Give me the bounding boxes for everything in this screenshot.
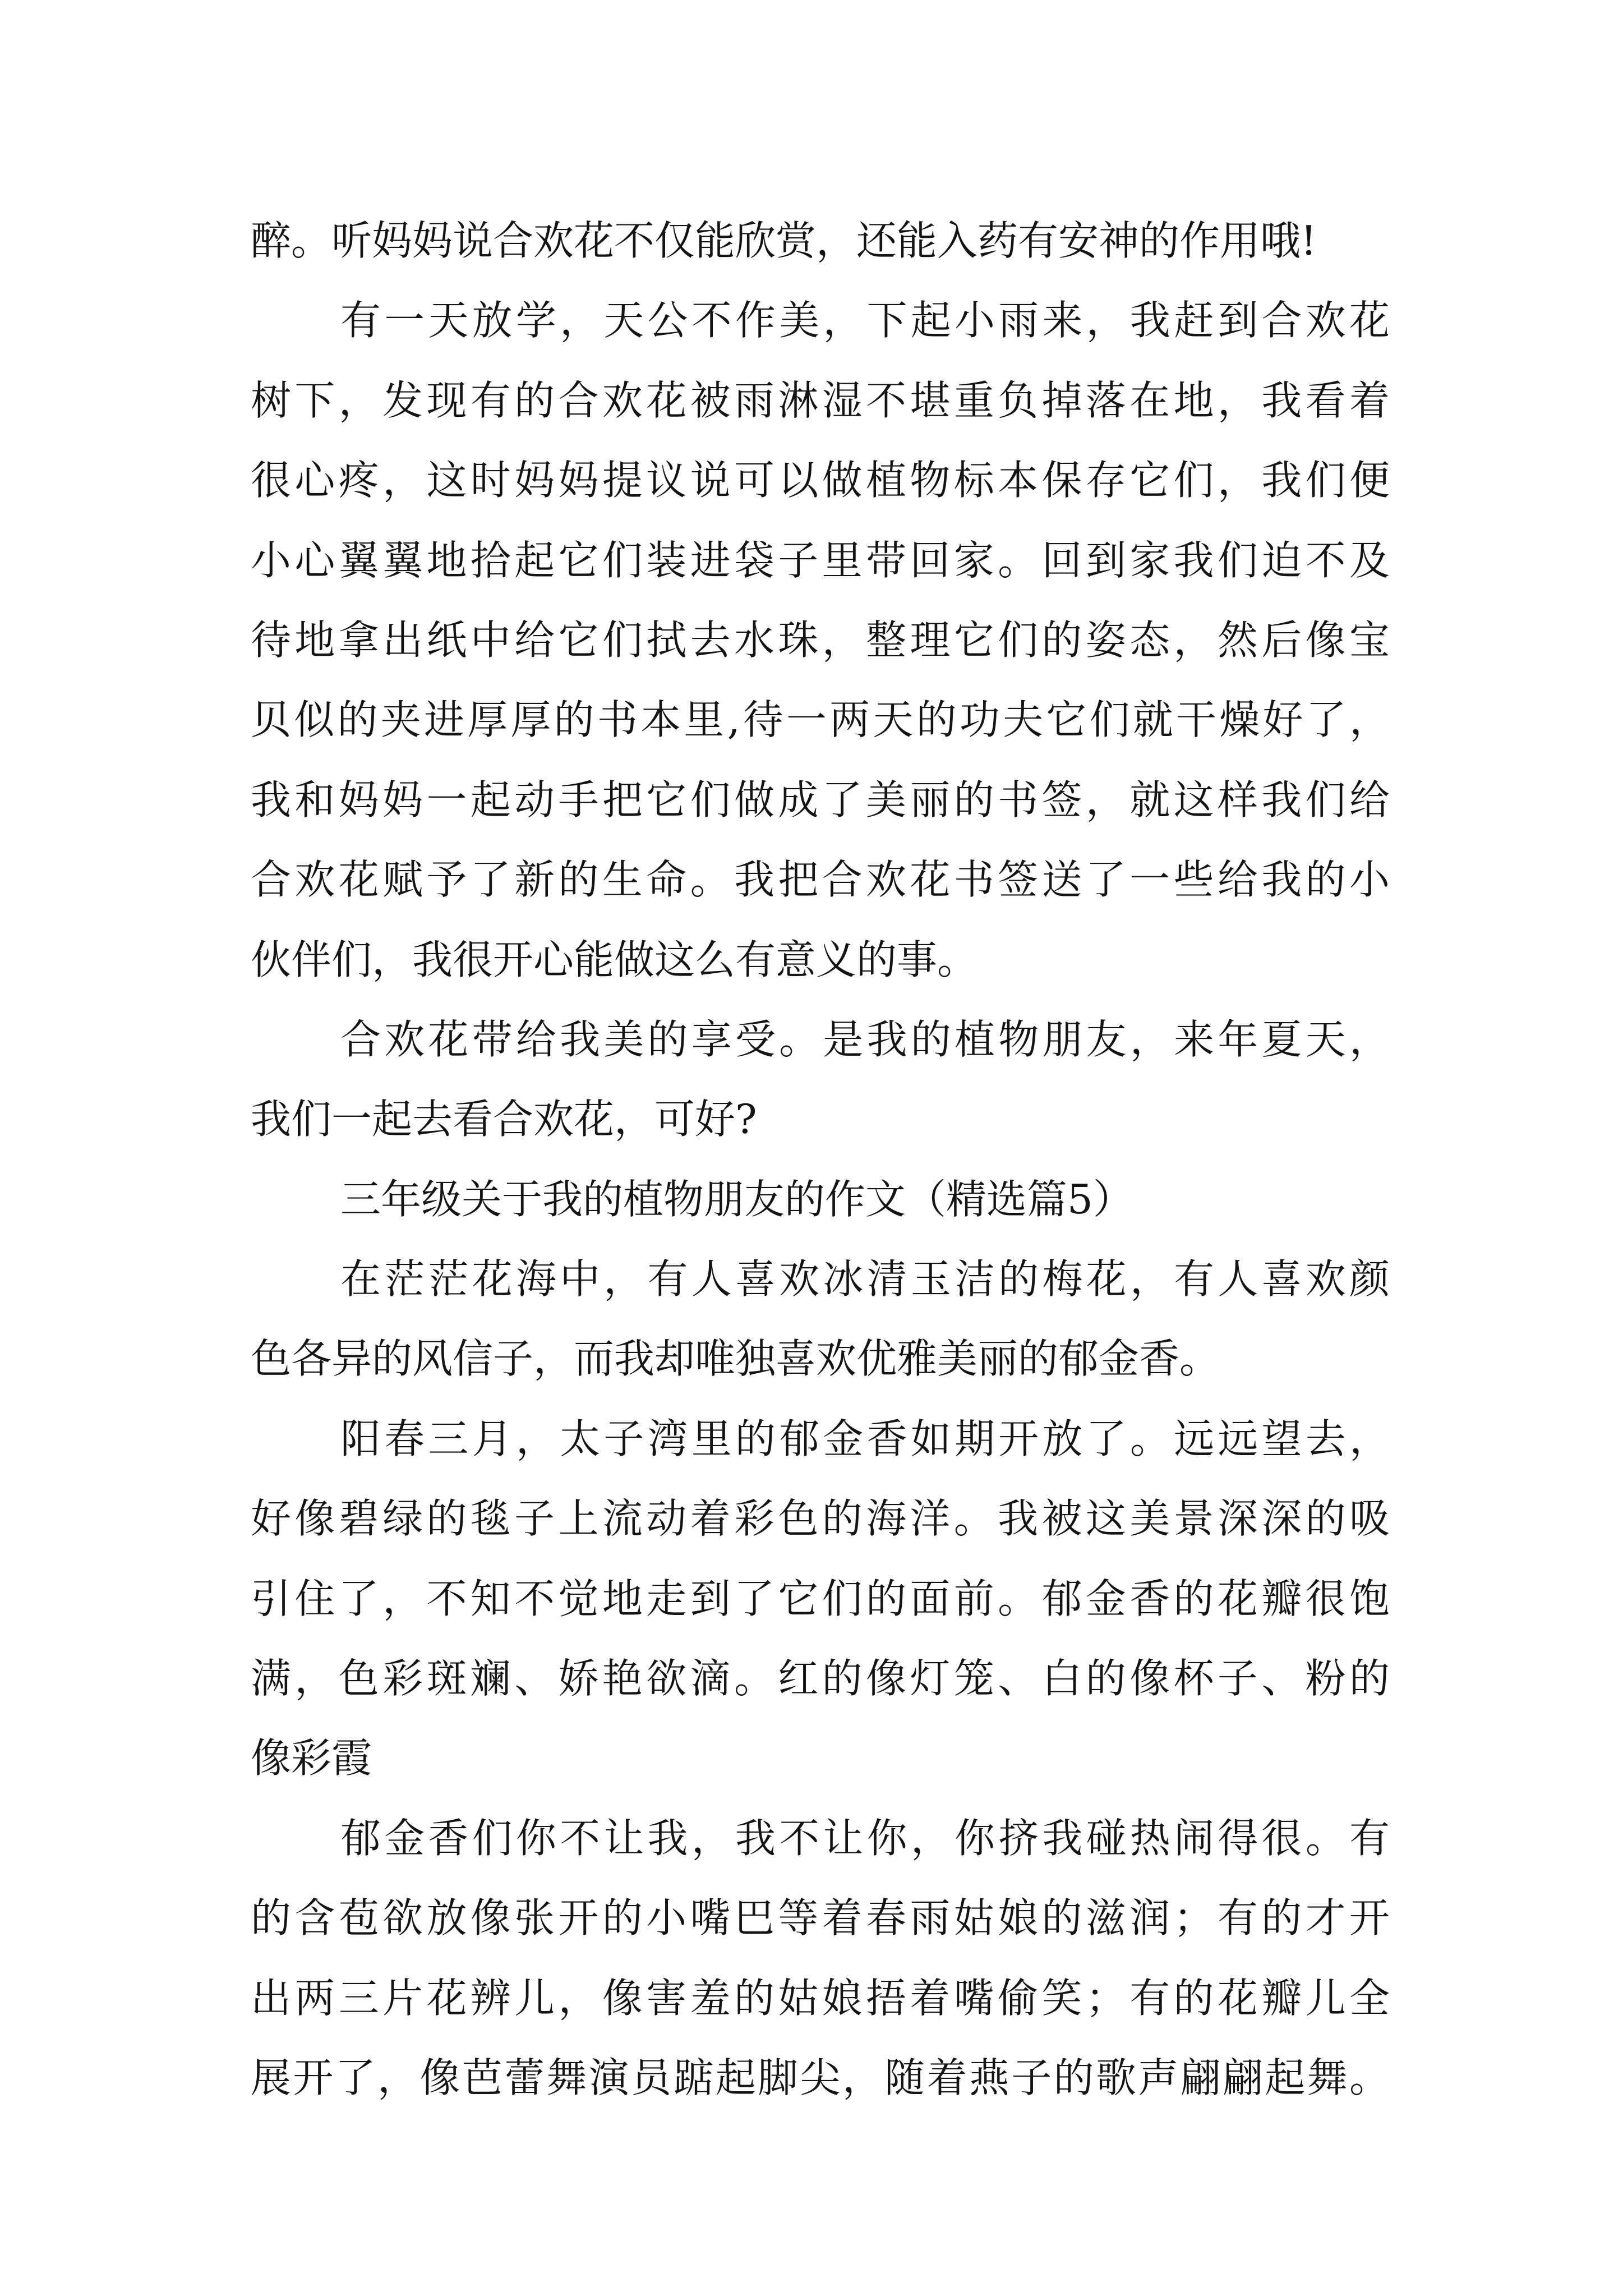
text-line: 待地拿出纸中给它们拭去水珠，整理它们的姿态，然后像宝 [251, 616, 1390, 664]
text-line: 醉。听妈妈说合欢花不仅能欣赏，还能入药有安神的作用哦! [251, 217, 1317, 264]
text-line: 色各异的风信子，而我却唯独喜欢优雅美丽的郁金香。 [251, 1335, 1220, 1383]
text-line: 的含苞欲放像张开的小嘴巴等着春雨姑娘的滋润；有的才开 [251, 1894, 1390, 1942]
text-line: 合欢花赋予了新的生命。我把合欢花书签送了一些给我的小 [251, 856, 1390, 904]
text-line: 伙伴们，我很开心能做这么有意义的事。 [251, 936, 978, 983]
text-line: 贝似的夹进厚厚的书本里,待一两天的功夫它们就干燥好了， [251, 696, 1390, 744]
paragraph [251, 201, 1390, 280]
paragraph [251, 280, 1390, 1000]
text-line: 我和妈妈一起动手把它们做成了美丽的书签，就这样我们给 [251, 776, 1390, 823]
text-line: 满，色彩斑斓、娇艳欲滴。红的像灯笼、白的像杯子、粉的 [251, 1655, 1390, 1703]
paragraph [251, 1399, 1390, 1798]
paragraph [251, 1000, 1390, 1159]
text-line: 我们一起去看合欢花，可好? [251, 1096, 757, 1143]
text-line: 在茫茫花海中，有人喜欢冰清玉洁的梅花，有人喜欢颜 [340, 1255, 1390, 1303]
text-line: 合欢花带给我美的享受。是我的植物朋友，来年夏天， [340, 1015, 1390, 1063]
section-title: 三年级关于我的植物朋友的作文（精选篇5） [340, 1175, 1133, 1223]
text-line: 很心疼，这时妈妈提议说可以做植物标本保存它们，我们便 [251, 457, 1390, 504]
text-line: 好像碧绿的毯子上流动着彩色的海洋。我被这美景深深的吸 [251, 1495, 1390, 1543]
paragraph [251, 1239, 1390, 1399]
document-body [251, 201, 1390, 2118]
text-line: 有一天放学，天公不作美，下起小雨来，我赶到合欢花 [340, 297, 1390, 344]
text-line: 像彩霞 [251, 1734, 372, 1782]
text-line: 展开了，像芭蕾舞演员踮起脚尖，随着燕子的歌声翩翩起舞。 [251, 2054, 1390, 2101]
section-title-block [251, 1159, 1390, 1239]
text-line: 引住了，不知不觉地走到了它们的面前。郁金香的花瓣很饱 [251, 1575, 1390, 1622]
text-line: 小心翼翼地拾起它们装进袋子里带回家。回到家我们迫不及 [251, 536, 1390, 584]
paragraph [251, 1798, 1390, 2118]
text-line: 树下，发现有的合欢花被雨淋湿不堪重负掉落在地，我看着 [251, 376, 1390, 424]
text-line: 阳春三月，太子湾里的郁金香如期开放了。远远望去， [340, 1415, 1390, 1462]
text-line: 出两三片花辨儿，像害羞的姑娘捂着嘴偷笑；有的花瓣儿全 [251, 1974, 1390, 2022]
text-line: 郁金香们你不让我，我不让你，你挤我碰热闹得很。有 [340, 1814, 1390, 1862]
